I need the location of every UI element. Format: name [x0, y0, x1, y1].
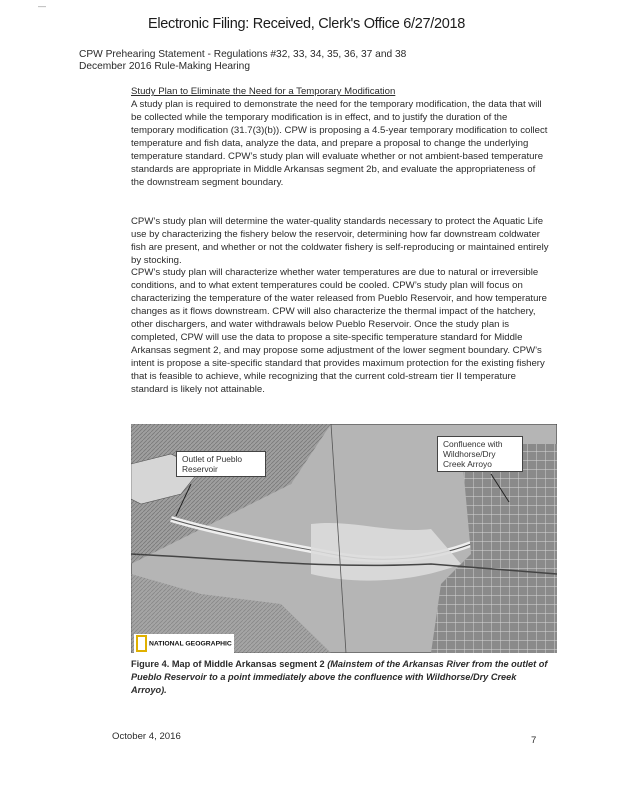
footer-date: October 4, 2016	[112, 731, 181, 742]
national-geographic-logo	[134, 634, 234, 653]
ng-logo-text: NATIONAL GEOGRAPHIC	[149, 640, 232, 648]
caption-label: Figure 4. Map of Middle Arkansas segment 2	[131, 659, 328, 669]
page-number: 7	[531, 735, 537, 746]
paragraph-3: CPW’s study plan will characterize whether water temperatures are due to natural or irreversible conditions, and to what extent temperatures could be cooled. CPW’s study plan will focus on characterizing the temperature of the water released from Pueblo Reservoir, and how temperature changes as it flows downstream. CPW will also characterize the thermal impact of the hatchery, other dischargers, and water withdrawals below Pueblo Reservoir. Once the study plan is completed, CPW will use the data to propose a site-specific temperature standard for Middle Arkansas segment 2, and may propose some adjustment of the lower segment boundary. CPW’s intent is propose a site-specific standard that provides maximum protection for the existing fishery that is feasible to achieve, while recognizing that the current cold-stream tier II temperature standard is likely not attainable.	[131, 267, 547, 395]
ng-yellow-frame-icon	[136, 635, 147, 652]
filing-stamp: Electronic Filing: Received, Clerk's Office 6/27/2018	[148, 16, 466, 32]
callout-reservoir-outlet: Outlet of Pueblo Reservoir	[176, 451, 266, 477]
section-heading: Study Plan to Eliminate the Need for a Temporary Modification	[131, 86, 396, 97]
paragraph-2: CPW’s study plan will determine the water-quality standards necessary to protect the Aquatic Life use by characterizing the fishery below the reservoir, determining how far downstream coldwater fish are present, and whether or not the coldwater fishery is self-reproducing or maintained entirely by stocking.	[131, 216, 549, 266]
figure-caption	[131, 658, 551, 697]
paragraph-1: A study plan is required to demonstrate the need for the temporary modification, the data that will be collected while the temporary modification is in effect, and to justify the duration of the temporary modification (31.7(3)(b)). CPW is proposing a 4.5-year temporary modification to collect temperature and fish data, analyze the data, and prepare a proposal to change the underlying temperature standard. CPW’s study plan will evaluate whether or not ambient-based temperature standards are appropriate in Middle Arkansas segment 2b, and evaluate the appropriateness of the downstream segment boundary.	[131, 99, 548, 188]
corner-mark: —	[38, 2, 46, 11]
document-header-line1: CPW Prehearing Statement - Regulations #32, 33, 34, 35, 36, 37 and 38	[79, 49, 407, 60]
caption-detail: (Mainstem of the Arkansas River from the outlet of Pueblo Reservoir to a point immediately above the confluence with Wildhorse/Dry Creek Arroyo).	[131, 659, 548, 695]
callout-confluence: Confluence with Wildhorse/Dry Creek Arroyo	[437, 436, 523, 472]
document-header-line2: December 2016 Rule-Making Hearing	[79, 61, 251, 72]
